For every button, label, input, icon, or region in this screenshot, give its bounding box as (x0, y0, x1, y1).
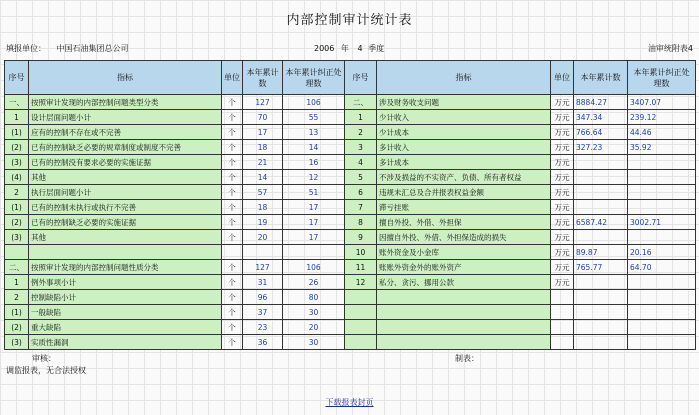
table-row (5, 245, 696, 260)
right-seq-cell: 9 (345, 230, 377, 245)
right-ytd-value-cell (574, 185, 628, 200)
left-seq-cell: (2) (5, 140, 29, 155)
right-unit-cell: 万元 (551, 155, 574, 170)
right-ytd-value-cell (574, 155, 628, 170)
right-seq-cell: 11 (345, 260, 377, 275)
left-indicator-cell: 按照审计发现的内部控制问题性质分类 (29, 260, 222, 275)
download-cover-link[interactable]: 下载报表封页 (325, 398, 374, 407)
right-seq-cell: 6 (345, 185, 377, 200)
right-ytd-value-cell: 8884.27 (574, 95, 628, 110)
col-header-unit: 单位 (551, 61, 574, 95)
left-ytd-fixed-value-cell (283, 245, 345, 260)
left-indicator-cell: 按照审计发现的内部控制问题类型分类 (29, 95, 222, 110)
left-unit-cell: 个 (222, 320, 243, 335)
right-indicator-cell: 涉及财务收支问题 (377, 95, 551, 110)
right-indicator-cell (377, 305, 551, 320)
left-seq-cell: 1 (5, 275, 29, 290)
left-ytd-value-cell: 19 (243, 215, 283, 230)
table-row (5, 275, 696, 290)
left-unit-cell: 个 (222, 170, 243, 185)
right-ytd-fixed-value-cell: 20.16 (628, 245, 696, 260)
left-indicator-cell: 例外事项小计 (29, 275, 222, 290)
left-ytd-value-cell: 31 (243, 275, 283, 290)
right-unit-cell (551, 305, 574, 320)
right-unit-cell: 万元 (551, 95, 574, 110)
right-seq-cell: 3 (345, 140, 377, 155)
left-ytd-value-cell: 37 (243, 305, 283, 320)
right-indicator-cell (377, 320, 551, 335)
left-ytd-fixed-value-cell: 106 (283, 260, 345, 275)
left-indicator-cell: 其他 (29, 230, 222, 245)
right-ytd-fixed-value-cell (628, 185, 696, 200)
left-ytd-fixed-value-cell: 51 (283, 185, 345, 200)
right-ytd-value-cell: 347.34 (574, 110, 628, 125)
right-indicator-cell: 私分、贪污、挪用公款 (377, 275, 551, 290)
reporting-unit-label: 填报单位： (6, 44, 46, 53)
left-ytd-fixed-value-cell: 13 (283, 125, 345, 140)
left-indicator-cell: 已有的控制未执行或执行不完善 (29, 200, 222, 215)
table-row (5, 170, 696, 185)
right-indicator-cell: 不涉及损益的不实资产、负债、所有者权益 (377, 170, 551, 185)
left-seq-cell: (1) (5, 305, 29, 320)
left-unit-cell: 个 (222, 260, 243, 275)
footer-note: 调监报表，无合法授权 (6, 366, 86, 375)
right-unit-cell (551, 320, 574, 335)
right-ytd-fixed-value-cell (628, 320, 696, 335)
right-seq-cell: 7 (345, 200, 377, 215)
right-indicator-cell: 违规未汇总及合并报表权益金额 (377, 185, 551, 200)
right-seq-cell: 2 (345, 125, 377, 140)
left-ytd-fixed-value-cell: 17 (283, 230, 345, 245)
left-indicator-cell: 其他 (29, 170, 222, 185)
left-indicator-cell: 一般缺陷 (29, 305, 222, 320)
left-seq-cell: (4) (5, 170, 29, 185)
right-ytd-value-cell: 766.64 (574, 125, 628, 140)
left-unit-cell: 个 (222, 140, 243, 155)
right-unit-cell: 万元 (551, 110, 574, 125)
period-year-unit: 年 (340, 44, 349, 53)
right-seq-cell: 8 (345, 215, 377, 230)
right-ytd-fixed-value-cell (628, 170, 696, 185)
right-seq-cell: 1 (345, 110, 377, 125)
right-unit-cell: 万元 (551, 200, 574, 215)
period-quarter-unit: 季度 (368, 44, 385, 53)
right-ytd-value-cell (574, 230, 628, 245)
col-header-indicator: 指标 (377, 61, 551, 95)
left-indicator-cell: 已有的控制缺乏必要的规章制度或制度不完善 (29, 140, 222, 155)
left-ytd-fixed-value-cell: 12 (283, 170, 345, 185)
left-ytd-fixed-value-cell: 55 (283, 110, 345, 125)
left-seq-cell: (2) (5, 215, 29, 230)
right-unit-cell: 万元 (551, 260, 574, 275)
right-seq-cell (345, 320, 377, 335)
left-unit-cell: 个 (222, 215, 243, 230)
report-period (314, 43, 384, 54)
right-seq-cell: 二、 (345, 95, 377, 110)
left-unit-cell: 个 (222, 305, 243, 320)
right-ytd-fixed-value-cell (628, 290, 696, 305)
right-seq-cell: 4 (345, 155, 377, 170)
table-row (5, 155, 696, 170)
left-indicator-cell (29, 245, 222, 260)
left-unit-cell: 个 (222, 185, 243, 200)
left-unit-cell: 个 (222, 230, 243, 245)
right-indicator-cell: 账外资金及小金库 (377, 245, 551, 260)
col-header-seq: 序号 (345, 61, 377, 95)
left-ytd-value-cell: 21 (243, 155, 283, 170)
right-seq-cell (345, 335, 377, 350)
right-ytd-fixed-value-cell: 3002.71 (628, 215, 696, 230)
right-indicator-cell: 少计收入 (377, 110, 551, 125)
left-unit-cell (222, 245, 243, 260)
right-indicator-cell: 账账外资金外的账外资产 (377, 260, 551, 275)
left-indicator-cell: 实质性漏洞 (29, 335, 222, 350)
right-ytd-value-cell (574, 305, 628, 320)
audit-signature-label: 审核： (32, 354, 56, 363)
left-ytd-value-cell: 70 (243, 110, 283, 125)
left-ytd-fixed-value-cell: 26 (283, 275, 345, 290)
col-header-indicator: 指标 (29, 61, 222, 95)
left-seq-cell (5, 245, 29, 260)
right-ytd-value-cell: 327.23 (574, 140, 628, 155)
left-ytd-value-cell: 23 (243, 320, 283, 335)
right-indicator-cell (377, 335, 551, 350)
left-ytd-fixed-value-cell: 17 (283, 200, 345, 215)
right-ytd-fixed-value-cell: 44.46 (628, 125, 696, 140)
right-unit-cell: 万元 (551, 275, 574, 290)
left-ytd-fixed-value-cell: 80 (283, 290, 345, 305)
left-ytd-value-cell: 96 (243, 290, 283, 305)
right-indicator-cell: 滞亏挂账 (377, 200, 551, 215)
right-ytd-value-cell (574, 170, 628, 185)
table-row (5, 125, 696, 140)
right-indicator-cell: 擅自外投、外借、外担保 (377, 215, 551, 230)
left-ytd-value-cell: 36 (243, 335, 283, 350)
right-unit-cell: 万元 (551, 125, 574, 140)
right-ytd-fixed-value-cell (628, 200, 696, 215)
right-ytd-fixed-value-cell (628, 335, 696, 350)
right-unit-cell (551, 290, 574, 305)
right-ytd-value-cell (574, 290, 628, 305)
left-ytd-value-cell: 14 (243, 170, 283, 185)
left-indicator-cell: 已有的控制缺乏必要的实施证据 (29, 215, 222, 230)
table-row (5, 95, 696, 110)
left-unit-cell: 个 (222, 200, 243, 215)
left-ytd-value-cell: 17 (243, 125, 283, 140)
table-row (5, 200, 696, 215)
left-indicator-cell: 设计层面问题小计 (29, 110, 222, 125)
left-ytd-value-cell: 18 (243, 140, 283, 155)
left-unit-cell: 个 (222, 125, 243, 140)
left-ytd-value-cell (243, 245, 283, 260)
left-ytd-value-cell: 127 (243, 95, 283, 110)
right-indicator-cell: 多计收入 (377, 140, 551, 155)
left-seq-cell: (3) (5, 155, 29, 170)
left-seq-cell: (2) (5, 320, 29, 335)
table-row (5, 290, 696, 305)
right-unit-cell: 万元 (551, 185, 574, 200)
col-header-ytd-fixed: 本年累计纠正处理数 (628, 61, 696, 95)
right-ytd-value-cell (574, 335, 628, 350)
right-ytd-value-cell: 6587.42 (574, 215, 628, 230)
right-unit-cell: 万元 (551, 140, 574, 155)
left-unit-cell: 个 (222, 290, 243, 305)
left-ytd-fixed-value-cell: 106 (283, 95, 345, 110)
table-row (5, 185, 696, 200)
left-ytd-fixed-value-cell: 30 (283, 305, 345, 320)
left-seq-cell: (1) (5, 200, 29, 215)
left-indicator-cell: 已有的控制没有要求必要的实施证据 (29, 155, 222, 170)
table-row (5, 335, 696, 350)
period-year: 2006 (314, 44, 335, 53)
right-seq-cell: 5 (345, 170, 377, 185)
col-header-ytd: 本年累计数 (243, 61, 283, 95)
table-row (5, 110, 696, 125)
right-unit-cell (551, 335, 574, 350)
left-indicator-cell: 应有的控制不存在或不完善 (29, 125, 222, 140)
left-ytd-fixed-value-cell: 20 (283, 320, 345, 335)
col-header-unit: 单位 (222, 61, 243, 95)
col-header-seq: 序号 (5, 61, 29, 95)
period-quarter: 4 (357, 44, 363, 53)
right-seq-cell (345, 305, 377, 320)
left-ytd-fixed-value-cell: 17 (283, 215, 345, 230)
right-ytd-fixed-value-cell: 239.12 (628, 110, 696, 125)
left-seq-cell: 一、 (5, 95, 29, 110)
right-ytd-fixed-value-cell (628, 305, 696, 320)
right-ytd-fixed-value-cell (628, 230, 696, 245)
left-ytd-fixed-value-cell: 14 (283, 140, 345, 155)
right-seq-cell: 10 (345, 245, 377, 260)
left-ytd-value-cell: 20 (243, 230, 283, 245)
left-ytd-value-cell: 57 (243, 185, 283, 200)
right-unit-cell: 万元 (551, 245, 574, 260)
report-title: 内部控制审计统计表 (286, 13, 413, 28)
right-ytd-fixed-value-cell (628, 275, 696, 290)
left-ytd-fixed-value-cell: 30 (283, 335, 345, 350)
table-row (5, 140, 696, 155)
left-indicator-cell: 控制缺陷小计 (29, 290, 222, 305)
right-ytd-value-cell (574, 200, 628, 215)
right-seq-cell: 12 (345, 275, 377, 290)
right-ytd-fixed-value-cell: 64.70 (628, 260, 696, 275)
left-unit-cell: 个 (222, 335, 243, 350)
table-row (5, 260, 696, 275)
reporting-unit (6, 43, 129, 54)
left-unit-cell: 个 (222, 155, 243, 170)
left-seq-cell: (3) (5, 230, 29, 245)
right-ytd-value-cell (574, 320, 628, 335)
left-indicator-cell: 执行层面问题小计 (29, 185, 222, 200)
reporting-unit-value: 中国石油集团总公司 (56, 44, 129, 53)
col-header-ytd: 本年累计数 (574, 61, 628, 95)
right-ytd-fixed-value-cell (628, 155, 696, 170)
table-row (5, 215, 696, 230)
left-seq-cell: 1 (5, 110, 29, 125)
left-ytd-value-cell: 18 (243, 200, 283, 215)
table-row (5, 230, 696, 245)
table-header-row (5, 61, 696, 95)
maker-signature-label: 制表： (455, 354, 479, 363)
left-ytd-fixed-value-cell: 16 (283, 155, 345, 170)
right-unit-cell: 万元 (551, 215, 574, 230)
form-number: 油审统附表4 (647, 44, 693, 53)
left-indicator-cell: 重大缺陷 (29, 320, 222, 335)
right-ytd-value-cell: 89.87 (574, 245, 628, 260)
right-indicator-cell: 多计成本 (377, 155, 551, 170)
right-unit-cell: 万元 (551, 230, 574, 245)
right-seq-cell (345, 290, 377, 305)
right-ytd-value-cell (574, 275, 628, 290)
left-seq-cell: (1) (5, 125, 29, 140)
left-unit-cell: 个 (222, 275, 243, 290)
right-indicator-cell: 因擅自外投、外借、外担保造成的损失 (377, 230, 551, 245)
left-unit-cell: 个 (222, 95, 243, 110)
table-row (5, 320, 696, 335)
left-seq-cell: 2 (5, 290, 29, 305)
audit-statistics-table (4, 60, 696, 350)
right-ytd-fixed-value-cell: 35.92 (628, 140, 696, 155)
table-row (5, 305, 696, 320)
left-unit-cell: 个 (222, 110, 243, 125)
right-ytd-fixed-value-cell: 3407.07 (628, 95, 696, 110)
left-seq-cell: 2 (5, 185, 29, 200)
left-seq-cell: (3) (5, 335, 29, 350)
right-unit-cell: 万元 (551, 170, 574, 185)
right-indicator-cell: 少计成本 (377, 125, 551, 140)
right-ytd-value-cell: 765.77 (574, 260, 628, 275)
left-seq-cell: 二、 (5, 260, 29, 275)
left-ytd-value-cell: 127 (243, 260, 283, 275)
right-indicator-cell (377, 290, 551, 305)
col-header-ytd-fixed: 本年累计纠正处理数 (283, 61, 345, 95)
